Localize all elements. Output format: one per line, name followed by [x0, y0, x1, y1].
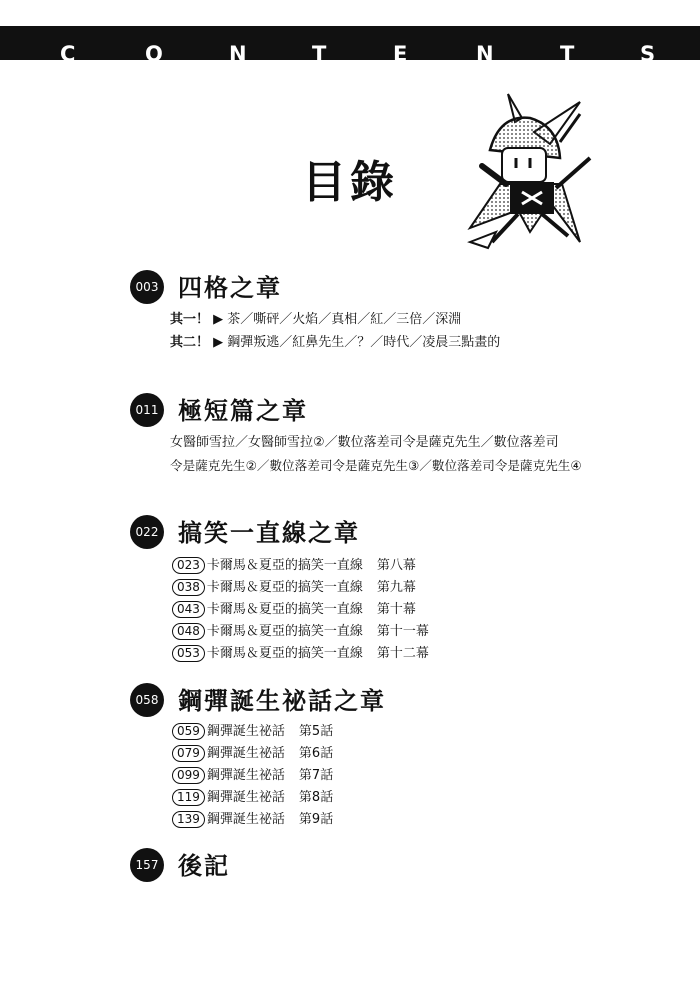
section-page-badge: 022: [130, 515, 164, 549]
chapter-entry: [172, 786, 333, 806]
entry-name: 鋼彈誕生祕話: [206, 768, 285, 783]
banner-letter: S: [640, 42, 656, 60]
banner-letter: T: [312, 42, 327, 60]
chapter-entry: [172, 742, 333, 762]
section-line: 令是薩克先生②／數位落差司令是薩克先生③／數位落差司令是薩克先生④: [170, 458, 582, 473]
page-number-pill: 079: [172, 745, 205, 762]
entry-episode: 第八幕: [376, 558, 416, 573]
section-page-badge: 003: [130, 270, 164, 304]
chapter-entry: [172, 720, 333, 740]
page-number-pill: 038: [172, 579, 205, 596]
line-text: 茶／嘶砰／火焰／真相／紅／三倍／深淵: [227, 312, 462, 327]
mascot-illustration: [430, 92, 600, 250]
arrow-icon: ▶: [213, 335, 224, 350]
arrow-icon: ▶: [213, 312, 224, 327]
entry-name: 鋼彈誕生祕話: [206, 790, 285, 805]
entry-episode: 第十幕: [376, 602, 416, 617]
entry-name: 卡爾馬＆夏亞的搞笑一直線: [206, 646, 363, 661]
section-title: 極短篇之章: [178, 397, 308, 425]
page-number-pill: 023: [172, 557, 205, 574]
chapter-entry: [172, 808, 333, 828]
page-number-pill: 099: [172, 767, 205, 784]
banner-letter: E: [393, 42, 408, 60]
section-title: 搞笑一直線之章: [178, 519, 360, 547]
entry-episode: 第5話: [298, 724, 334, 739]
chapter-entry: [172, 620, 429, 640]
page-number-pill: 119: [172, 789, 205, 806]
section-line: 女醫師雪拉／女醫師雪拉②／數位落差司令是薩克先生／數位落差司: [170, 435, 559, 450]
entry-episode: 第8話: [298, 790, 334, 805]
entry-episode: 第十一幕: [376, 624, 429, 639]
page-number-pill: 043: [172, 601, 205, 618]
page-number-pill: 053: [172, 645, 205, 662]
section-line: [170, 331, 500, 350]
section-title: 後記: [178, 852, 230, 880]
entry-episode: 第7話: [298, 768, 334, 783]
line-label: 其二！: [170, 335, 210, 350]
banner-letter: N: [476, 42, 494, 60]
banner-letter: C: [60, 42, 76, 60]
section-page-badge: 058: [130, 683, 164, 717]
chapter-entry: [172, 554, 416, 574]
entry-name: 卡爾馬＆夏亞的搞笑一直線: [206, 624, 363, 639]
entry-name: 鋼彈誕生祕話: [206, 746, 285, 761]
page-number-pill: 048: [172, 623, 205, 640]
entry-episode: 第6話: [298, 746, 334, 761]
page-number-pill: 059: [172, 723, 205, 740]
entry-name: 卡爾馬＆夏亞的搞笑一直線: [206, 602, 363, 617]
page-number-pill: 139: [172, 811, 205, 828]
section-line: [170, 308, 461, 327]
entry-episode: 第十二幕: [376, 646, 429, 661]
chapter-entry: [172, 576, 416, 596]
banner-letter: T: [560, 42, 575, 60]
chapter-entry: [172, 764, 333, 784]
section-title: 四格之章: [178, 274, 282, 302]
banner-letter: O: [145, 42, 163, 60]
entry-name: 卡爾馬＆夏亞的搞笑一直線: [206, 580, 363, 595]
entry-name: 卡爾馬＆夏亞的搞笑一直線: [206, 558, 363, 573]
entry-name: 鋼彈誕生祕話: [206, 724, 285, 739]
section-page-badge: 011: [130, 393, 164, 427]
banner-letter: N: [229, 42, 247, 60]
contents-banner: [0, 26, 700, 60]
section-title: 鋼彈誕生祕話之章: [178, 687, 386, 715]
entry-name: 鋼彈誕生祕話: [206, 812, 285, 827]
section-page-badge: 157: [130, 848, 164, 882]
chapter-entry: [172, 598, 416, 618]
chapter-entry: [172, 642, 429, 662]
page-title: 目錄: [302, 157, 398, 208]
entry-episode: 第九幕: [376, 580, 416, 595]
line-label: 其一！: [170, 312, 210, 327]
entry-episode: 第9話: [298, 812, 334, 827]
line-text: 鋼彈叛逃／紅鼻先生／？／時代／凌晨三點畫的: [227, 335, 501, 350]
